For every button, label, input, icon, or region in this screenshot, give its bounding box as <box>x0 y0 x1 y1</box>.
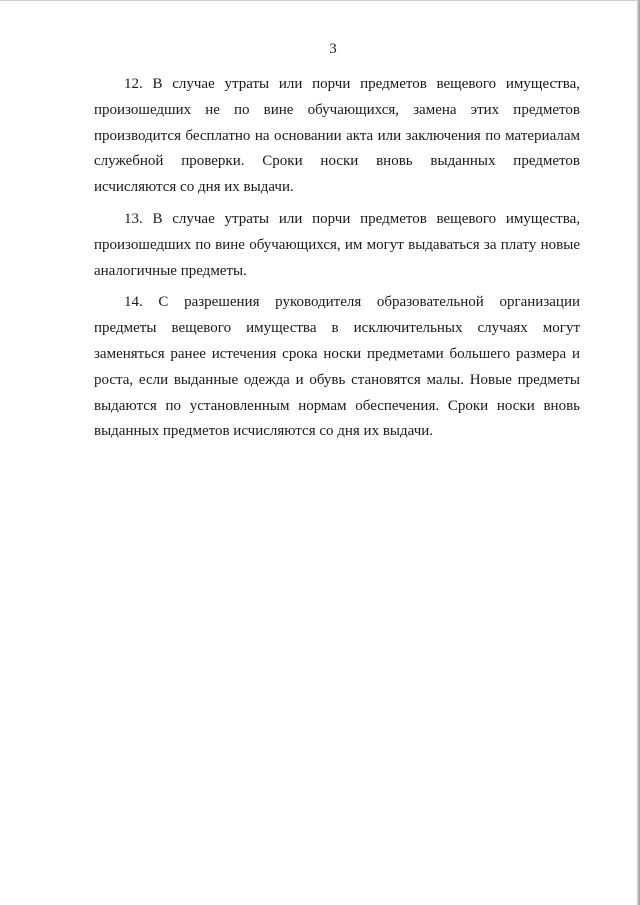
paragraph-13: 13. В случае утраты или порчи предметов вещевого имущества, произошедших по вине обучающихся, им могут выдаваться за плату новые аналогичные предметы. <box>94 210 580 279</box>
paragraph-12: 12. В случае утраты или порчи предметов вещевого имущества, произошедших не по вине обучающихся, замена этих предметов производится бесплатно на основании акта или заключения по материалам служебной проверки. Сроки носки вновь выданных предметов исчисляются со дня их выдачи. <box>94 76 580 196</box>
paragraph-14: 14. С разрешения руководителя образовательной организации предметы вещевого имущества в исключительных случаях могут заменяться ранее истечения срока носки предметами большего размера и роста, если выданные одежда и обувь становятся малы. Новые предметы выдаются по установленным нормам обеспечения. Сроки носки вновь выданных предметов исчисляются со дня их выдачи. <box>94 294 580 440</box>
document-body <box>94 72 580 445</box>
page-number: 3 <box>329 41 337 57</box>
scan-edge-top <box>0 0 640 1</box>
